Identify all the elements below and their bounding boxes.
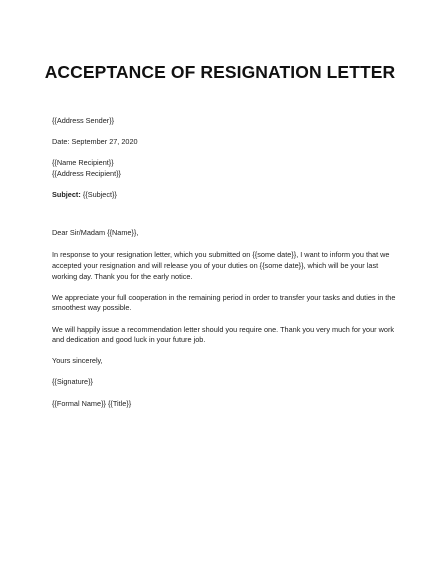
letter-body — [52, 116, 400, 409]
closing: Yours sincerely, — [52, 356, 103, 366]
salutation: Dear Sir/Madam {{Name}}, — [52, 227, 139, 237]
paragraph-acceptance: In response to your resignation letter, which you submitted on {{some date}}, I want to inform you that we accepted your resignation and will release you of your duties on {{some date}}, which will be your last working day. Thank you for the early notice. — [52, 250, 390, 281]
letter-date: Date: September 27, 2020 — [52, 137, 138, 147]
subject-value: {{Subject}} — [80, 190, 117, 200]
subject-line — [52, 190, 400, 201]
address-recipient: {{Address Recipient}} — [52, 168, 121, 178]
formal-name-title: {{Formal Name}} {{Title}} — [52, 398, 132, 408]
subject-label: Subject: — [52, 190, 81, 200]
name-recipient: {{Name Recipient}} — [52, 158, 114, 168]
address-sender: {{Address Sender}} — [52, 116, 115, 125]
letter-title: ACCEPTANCE OF RESIGNATION LETTER — [44, 62, 396, 82]
paragraph-recommendation: We will happily issue a recommendation letter should you require one. Thank you very much for your work and dedication and good luck in your future job. — [52, 324, 395, 345]
signature-placeholder: {{Signature}} — [52, 377, 93, 387]
paragraph-cooperation: We appreciate your full cooperation in the remaining period in order to transfer your tasks and duties in the smoothest way possible. — [52, 292, 396, 313]
